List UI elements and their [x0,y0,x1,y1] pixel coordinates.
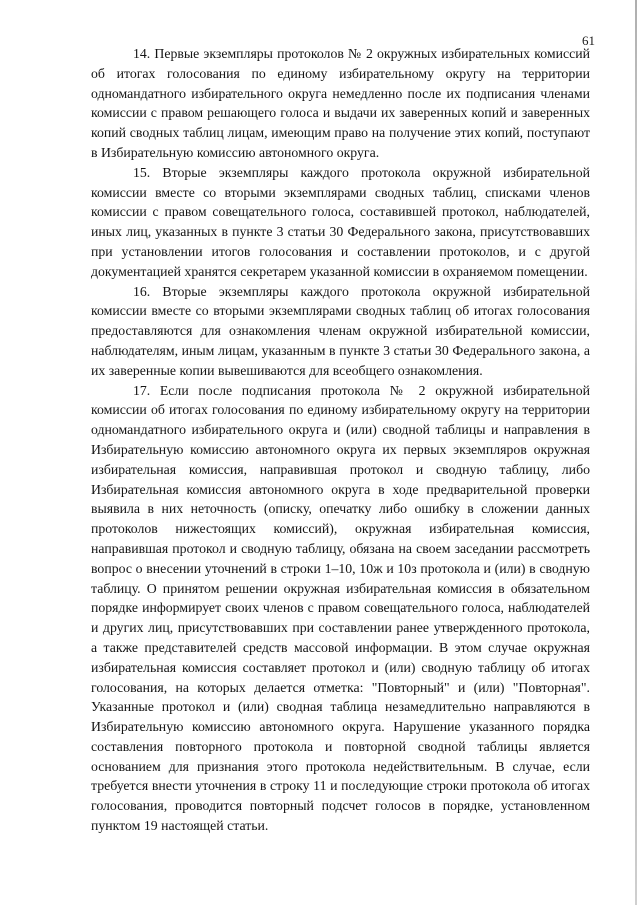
document-body [91,44,590,836]
paragraph-14: 14. Первые экземпляры протоколов № 2 окружных избирательных комиссий об итогах голосования по единому избирательному округу на территории одномандатного избирательного округа немедленно после их подписания членами комиссии с правом решающего голоса и выдачи их заверенных копий и заверенных копий сводных таблиц лицам, имеющим право на получение этих копий, поступают в Избирательную комиссию автономного округа. [91,46,590,160]
paragraph-17: 17. Если после подписания протокола № 2 окружной избирательной комиссии об итогах голосования по единому избирательному округу на территории одномандатного избирательного округа и (или) сводной таблицы и направления в Избирательную комиссию автономного округа их первых экземпляров окружная избирательная комиссия, направившая протокол и сводную таблицу, либо Избирательная комиссия автономного округа в ходе предварительной проверки выявила в них неточность (описку, опечатку либо ошибку в сложении данных протоколов нижестоящих комиссий), окружная избирательная комиссия, направившая протокол и сводную таблицу, обязана на своем заседании рассмотреть вопрос о внесении уточнений в строки 1–10, 10ж и 10з протокола и (или) в сводную таблицу. О принятом решении окружная избирательная комиссия в обязательном порядке информирует своих членов с правом совещательного голоса, наблюдателей и других лиц, присутствовавших при составлении ранее утвержденного протокола, а также представителей средств массовой информации. В этом случае окружная избирательная комиссия составляет протокол и (или) сводную таблицу об итогах голосования, на которых делается отметка: "Повторный" и (или) "Повторная". Указанные протокол и (или) сводная таблица незамедлительно направляются в Избирательную комиссию автономного округа. Нарушение указанного порядка составления повторного протокола и повторной сводной таблицы является основанием для признания этого протокола недействительным. В случае, если требуется внести уточнения в строку 11 и последующие строки протокола об итогах голосования, проводится повторный подсчет голосов в порядке, установленном пунктом 19 настоящей статьи. [91,382,590,834]
page-number: 61 [582,33,595,48]
scan-edge-shadow [635,0,637,905]
paragraph-16: 16. Вторые экземпляры каждого протокола окружной избирательной комиссии вместе со вторыми экземплярами сводных таблиц об итогах голосования предоставляются для ознакомления членам окружной избирательной комиссии, наблюдателям, иным лицам, указанным в пункте 3 статьи 30 Федерального закона, а их заверенные копии вывешиваются для всеобщего ознакомления. [91,283,590,378]
paragraph-15: 15. Вторые экземпляры каждого протокола окружной избирательной комиссии вместе со вторыми экземплярами сводных таблиц, списками членов комиссии с правом совещательного голоса, составившей протокол, наблюдателей, иных лиц, указанных в пункте 3 статьи 30 Федерального закона, присутствовавших при установлении итогов голосования и составлении протоколов, и с другой документацией хранятся секретарем указанной комиссии в охраняемом помещении. [91,164,590,279]
